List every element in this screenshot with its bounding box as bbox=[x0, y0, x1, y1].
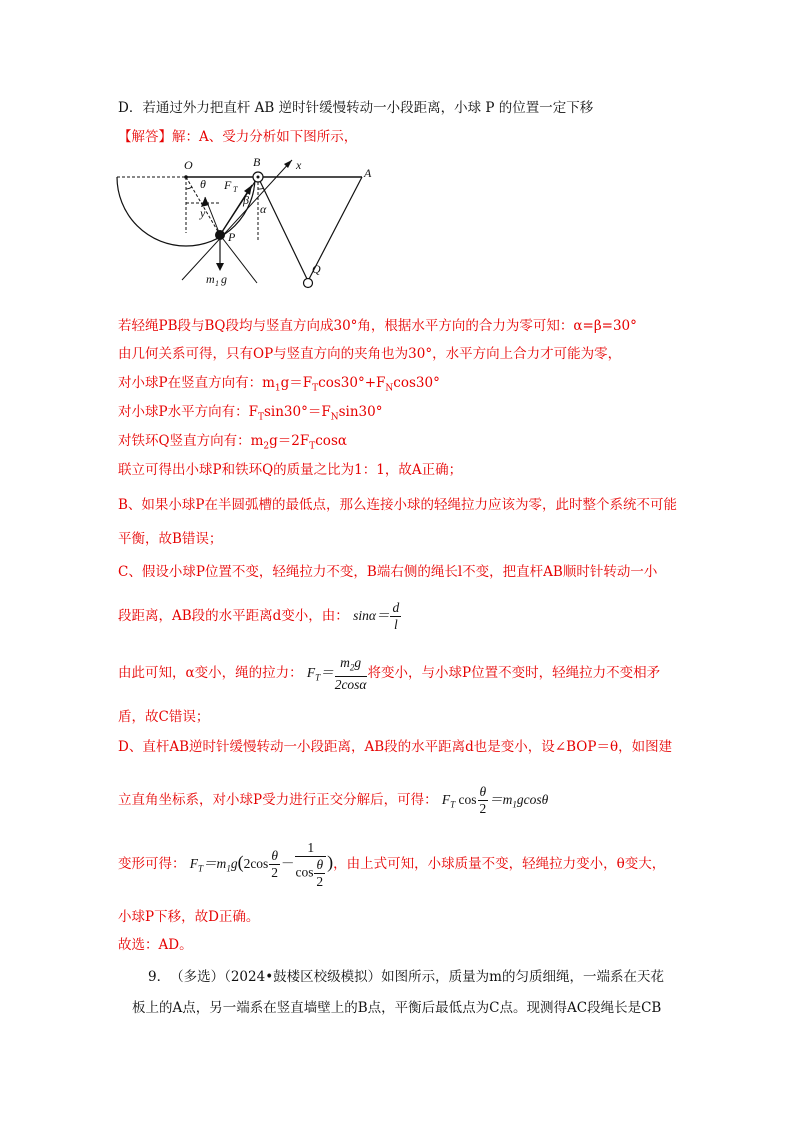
line-3-prefix: 对小球P在竖直方向有： bbox=[118, 375, 263, 391]
half-theta-fraction bbox=[478, 784, 489, 817]
label-y: y bbox=[200, 206, 206, 220]
label-g: g bbox=[221, 272, 227, 286]
proj-lhs: F bbox=[441, 792, 451, 807]
solution-line-7: B、如果小球P在半圆弧槽的最低点，那么连接小球的轻绳拉力应该为零，此时整个系统不可能 bbox=[118, 497, 678, 513]
solution-line-14 bbox=[118, 782, 548, 823]
line-10-text: 段距离，AB段的水平距离d变小，由： bbox=[118, 608, 349, 624]
half-theta-num: θ bbox=[479, 784, 487, 800]
theta-arc bbox=[186, 187, 192, 189]
label-m-sub: 1 bbox=[215, 279, 219, 288]
line-3-b: g＝F bbox=[280, 375, 313, 391]
pulley-center bbox=[257, 176, 260, 179]
gravity-arrow-icon bbox=[216, 263, 224, 271]
final-formula bbox=[189, 839, 334, 889]
final-den1: 2 bbox=[271, 865, 278, 881]
sin-alpha-formula bbox=[353, 600, 402, 633]
line-14-text: 立直角坐标系，对小球P受力进行正交分解后，可得： bbox=[118, 792, 438, 808]
line-4-sub-b: N bbox=[330, 412, 339, 423]
solution-line-13: D、直杆AB逆时针缓慢转动一小段距离，AB段的水平距离d也是变小，设∠BOP＝θ，如图建 bbox=[118, 739, 673, 755]
tension-eq: ＝ bbox=[320, 665, 334, 680]
line-4-sub-a: T bbox=[257, 412, 264, 423]
tension-den: 2cosα bbox=[334, 676, 367, 692]
fraction-num: d bbox=[392, 600, 400, 616]
ball-p bbox=[215, 230, 225, 240]
final-half-theta-2 bbox=[314, 857, 325, 890]
solution-line-8: 平衡，故B错误； bbox=[118, 531, 223, 547]
final-cos2: cos bbox=[295, 864, 314, 880]
solution-line-4 bbox=[118, 403, 382, 427]
final-lhs-sub: T bbox=[198, 863, 204, 874]
proj-rhs-b: gcosθ bbox=[516, 792, 549, 807]
solution-line-15 bbox=[118, 836, 665, 895]
label-o: O bbox=[184, 158, 193, 172]
solution-line-16: 小球P下移，故D正确。 bbox=[118, 909, 260, 925]
line-3-d: cos30° bbox=[393, 375, 440, 391]
label-b: B bbox=[253, 155, 261, 169]
solution-line-11 bbox=[118, 655, 660, 696]
final-eq: ＝m bbox=[203, 856, 227, 871]
tension-lhs-sub: T bbox=[315, 672, 321, 683]
final-eq-sub: 1 bbox=[226, 863, 231, 874]
ring-q bbox=[304, 279, 313, 288]
solution-line-3 bbox=[118, 374, 440, 398]
projection-formula bbox=[441, 784, 549, 817]
solution-line-17: 故选：AD。 bbox=[118, 937, 193, 953]
final-close-paren: ) bbox=[327, 852, 334, 872]
tension-num-g: g bbox=[354, 655, 362, 671]
label-f-sub: T bbox=[233, 185, 238, 194]
final-minus: － bbox=[280, 856, 295, 871]
tension-num-m: m bbox=[340, 655, 350, 671]
force-analysis-diagram bbox=[112, 155, 382, 290]
final-lhs: F bbox=[189, 856, 199, 871]
line-4-prefix: 对小球P水平方向有： bbox=[118, 404, 249, 420]
line-5-a: m bbox=[250, 433, 264, 449]
proj-rhs-sub: 1 bbox=[512, 799, 517, 810]
solution-line-10 bbox=[118, 598, 402, 634]
rope-bq bbox=[258, 177, 308, 281]
line-4-c: sin30° bbox=[338, 404, 383, 420]
question-9-line-1: 9． （多选）（2024•鼓楼区校级模拟）如图所示，质量为m的匀质细绳，一端系在天花 bbox=[148, 969, 664, 985]
final-reciprocal bbox=[295, 840, 326, 890]
option-d: D．若通过外力把直杆 AB 逆时针缓慢转动一小段距离，小球 P 的位置一定下移 bbox=[118, 100, 594, 116]
line-5-b: g＝2F bbox=[269, 433, 310, 449]
label-f: F bbox=[224, 178, 232, 192]
solution-line-9: C、假设小球P位置不变，轻绳拉力不变，B端右侧的绳长l不变，把直杆AB顺时针转动一小 bbox=[118, 564, 658, 580]
sin-alpha-lhs: sinα＝ bbox=[353, 608, 390, 623]
solution-line-5 bbox=[118, 432, 347, 456]
line-3-sub-a: 1 bbox=[274, 383, 281, 394]
x-axis bbox=[182, 160, 292, 280]
line-15-text-b: ，由上式可知，小球质量不变，轻绳拉力变小，θ变大， bbox=[333, 856, 666, 872]
final-num2: 1 bbox=[295, 840, 326, 857]
final-two-cos: 2cos bbox=[243, 856, 269, 871]
line-3-c: cos30°+F bbox=[318, 375, 386, 391]
final-half-theta-1 bbox=[269, 848, 280, 881]
final-g: g bbox=[230, 856, 238, 871]
line-15-text-a: 变形可得： bbox=[118, 856, 186, 872]
line-4-a: F bbox=[248, 404, 258, 420]
line-5-prefix: 对铁环Q竖直方向有： bbox=[118, 433, 251, 449]
answer-intro: 解：A、受力分析如下图所示， bbox=[172, 129, 358, 145]
d-over-l-fraction bbox=[390, 600, 401, 633]
question-9-line-2: 板上的A点，另一端系在竖直墙壁上的B点，平衡后最低点为C点。现测得AC段绳长是CB bbox=[132, 1000, 662, 1016]
proj-cos: cos bbox=[458, 792, 477, 807]
label-a: A bbox=[364, 166, 372, 180]
final-num1: θ bbox=[271, 848, 278, 864]
solution-line-12: 盾，故C错误； bbox=[118, 709, 210, 725]
line-5-sub-a: 2 bbox=[263, 441, 270, 452]
line-3-a: m bbox=[262, 375, 275, 391]
label-x: x bbox=[296, 158, 302, 172]
tension-lhs: F bbox=[306, 665, 316, 680]
answer-tag: 【解答】 bbox=[118, 129, 172, 145]
line-3-sub-b: T bbox=[312, 383, 319, 394]
final-num3: θ bbox=[316, 856, 324, 872]
label-alpha: α bbox=[260, 202, 267, 216]
line-5-sub-b: T bbox=[309, 441, 316, 452]
proj-rhs: ＝m bbox=[489, 792, 513, 807]
line-11-text-b: 将变小，与小球P位置不变时，轻绳拉力不变相矛 bbox=[367, 665, 661, 681]
fraction-den: l bbox=[393, 617, 398, 633]
solution-line-6: 联立可得出小球P和铁环Q的质量之比为1：1，故A正确； bbox=[118, 462, 463, 478]
proj-lhs-sub: T bbox=[450, 799, 456, 810]
line-4-b: sin30°＝F bbox=[263, 404, 331, 420]
label-beta: β bbox=[243, 193, 249, 207]
final-open-paren: ( bbox=[237, 852, 244, 872]
label-q: Q bbox=[312, 262, 321, 276]
label-theta: θ bbox=[200, 177, 206, 191]
line-3-sub-c: N bbox=[385, 383, 394, 394]
label-m: m bbox=[206, 272, 215, 286]
tension-fraction bbox=[335, 655, 367, 693]
answer-header bbox=[118, 128, 357, 146]
solution-line-1: 若轻绳PB段与BQ段均与竖直方向成30°角，根据水平方向的合力为零可知：α=β=30° bbox=[118, 318, 637, 334]
line-11-text-a: 由此可知，α变小，绳的拉力： bbox=[118, 665, 303, 681]
final-den3: 2 bbox=[316, 873, 324, 889]
point-o bbox=[184, 175, 188, 179]
line-5-c: cosα bbox=[315, 433, 347, 449]
label-p: P bbox=[228, 230, 236, 244]
solution-line-2: 由几何关系可得，只有OP与竖直方向的夹角也为30°，水平方向上合力才可能为零， bbox=[118, 346, 622, 362]
half-theta-den: 2 bbox=[479, 801, 487, 817]
tension-num-sub: 2 bbox=[349, 662, 355, 673]
